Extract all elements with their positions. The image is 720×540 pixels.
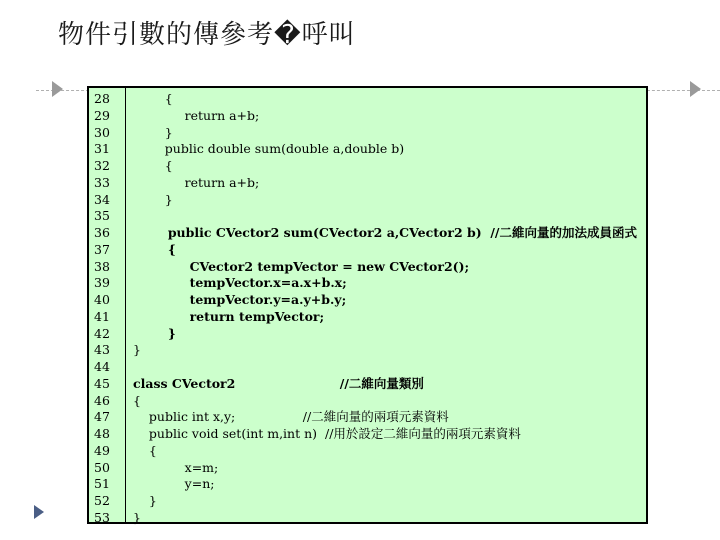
line-number: 30	[94, 124, 110, 140]
line-number: 38	[94, 258, 110, 274]
code-line: public int x,y; //二維向量的兩項元素資料	[133, 409, 449, 425]
line-number: 48	[94, 426, 110, 441]
code-line: {	[133, 442, 157, 458]
line-number: 40	[94, 292, 110, 307]
code-line: return tempVector;	[133, 308, 325, 324]
line-number: 52	[94, 493, 110, 508]
line-number: 53	[94, 509, 110, 525]
line-number: 34	[94, 191, 110, 207]
line-number: 37	[94, 241, 110, 257]
code-listing	[87, 86, 648, 524]
code-line: {	[133, 241, 176, 257]
code-line: }	[133, 342, 141, 358]
code-line: class CVector2 //二維向量類別	[133, 375, 424, 391]
code-line: {	[133, 158, 173, 173]
line-number: 44	[94, 359, 110, 374]
line-number: 29	[94, 107, 110, 123]
line-number: 51	[94, 476, 110, 492]
code-line: return a+b;	[133, 107, 260, 123]
line-number: 31	[94, 141, 110, 157]
line-number: 35	[94, 208, 110, 224]
line-number: 50	[94, 459, 110, 475]
line-number: 33	[94, 174, 110, 190]
play-icon[interactable]	[34, 505, 44, 519]
code-line: {	[133, 392, 141, 408]
code-line: }	[133, 325, 176, 341]
code-line: y=n;	[133, 476, 215, 492]
code-line: CVector2 tempVector = new CVector2();	[133, 258, 470, 274]
code-line: x=m;	[133, 459, 219, 475]
code-line: tempVector.x=a.x+b.x;	[133, 275, 347, 291]
code-line: {	[133, 91, 173, 106]
line-number: 32	[94, 158, 110, 173]
line-number: 49	[94, 442, 110, 458]
code-line: }	[133, 509, 141, 525]
code-line: }	[133, 124, 173, 140]
code-line: return a+b;	[133, 174, 260, 190]
code-line: }	[133, 191, 173, 207]
line-number: 36	[94, 225, 110, 240]
code-line: public void set(int m,int n) //用於設定二維向量的兩項元素資料	[133, 426, 521, 441]
line-number: 45	[94, 375, 110, 391]
slide-title: 物件引數的傳參考�呼叫	[58, 20, 356, 50]
line-number: 28	[94, 91, 110, 106]
line-number: 43	[94, 342, 110, 358]
line-number: 39	[94, 275, 110, 291]
line-number: 47	[94, 409, 110, 425]
line-number: 46	[94, 392, 110, 408]
chevron-right-icon	[690, 81, 701, 97]
line-number: 41	[94, 308, 110, 324]
code-line: public double sum(double a,double b)	[133, 141, 405, 157]
line-number: 42	[94, 325, 110, 341]
code-line: }	[133, 493, 157, 508]
code-line: public CVector2 sum(CVector2 a,CVector2 b) //二維向量的加法成員函式	[133, 225, 637, 240]
code-line: tempVector.y=a.y+b.y;	[133, 292, 347, 307]
chevron-right-icon	[52, 81, 63, 97]
